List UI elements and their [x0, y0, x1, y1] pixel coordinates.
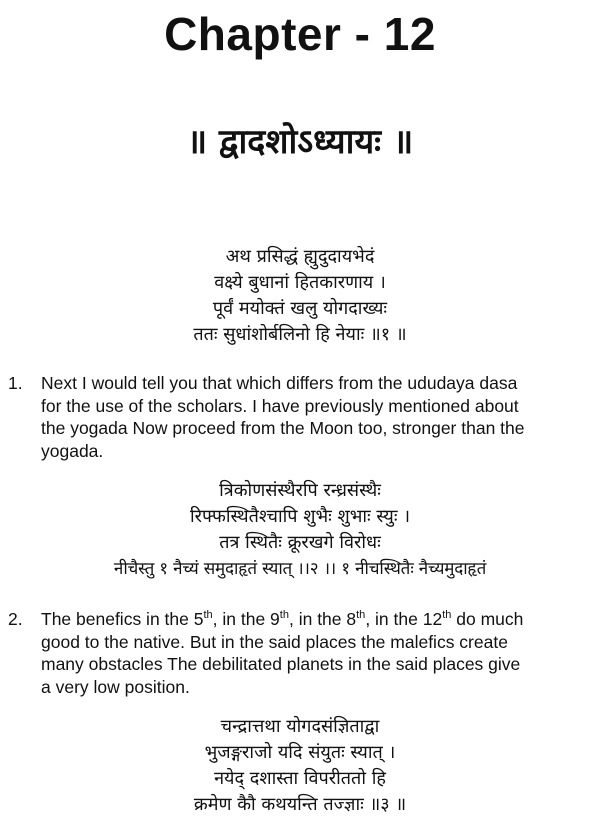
translation-line: a very low position. — [41, 676, 190, 697]
translation-line: yogada. — [41, 440, 104, 461]
translation-text — [41, 608, 597, 698]
ordinal-suffix: th — [356, 609, 366, 622]
text-run: The benefics in the 5 — [41, 609, 204, 629]
translation-line: for the use of the scholars. I have previously mentioned about — [41, 395, 519, 416]
translation-number: 1. — [8, 373, 23, 393]
translation-1 — [8, 372, 594, 464]
sanskrit-chapter-heading: ॥ द्वादशोऽध्यायः ॥ — [186, 122, 414, 162]
sanskrit-verse-1 — [0, 244, 600, 348]
translation-line — [41, 608, 597, 631]
sanskrit-verse-3 — [0, 714, 600, 818]
verse-line: तत्र स्थितैः क्रूरखगे विरोधः — [219, 532, 381, 553]
verse-line: ततः सुधांशोर्बलिनो हि नेयाः ॥१ ॥ — [193, 324, 407, 345]
verse-line: वक्ष्ये बुधानां हितकारणाय । — [214, 272, 386, 293]
translation-number: 2. — [8, 609, 23, 629]
text-run: , in the 9 — [212, 609, 280, 629]
translation-text — [41, 372, 597, 462]
text-run: , in the 8 — [288, 609, 357, 629]
verse-line: नीचैस्तु १ नैच्यं समुदाहृतं स्यात् ।।२ ।। १ नीचस्थितैः नैच्यमुदाहृतं — [113, 559, 487, 579]
verse-line: नयेद् दशास्ता विपरीततो हि — [214, 768, 386, 789]
text-run: do much — [451, 609, 524, 629]
verse-line: अथ प्रसिद्धं ह्युदुदायभेदं — [225, 246, 375, 267]
chapter-title: Chapter - 12 — [164, 8, 436, 60]
verse-line: चन्द्रात्तथा योगदसंज्ञिताद्वा — [220, 716, 380, 737]
text-run: , in the 12 — [365, 609, 443, 629]
verse-line: रिफ्फस्थितैश्चापि शुभैः शुभाः स्युः । — [189, 506, 411, 527]
verse-line: भुजङ्गराजो यदि संयुतः स्यात् । — [204, 742, 396, 763]
translation-line: good to the native. But in the said places the malefics create — [41, 631, 508, 652]
translation-line: many obstacles The debilitated planets in the said places give — [41, 654, 521, 674]
translation-line: the yogada Now proceed from the Moon too, stronger than the — [41, 418, 525, 438]
translation-2 — [8, 608, 594, 700]
sanskrit-verse-2 — [0, 478, 600, 582]
verse-line: त्रिकोणसंस्थैरपि रन्ध्रसंस्थैः — [219, 480, 381, 501]
translation-line: Next I would tell you that which differs from the ududaya dasa — [41, 373, 518, 393]
ordinal-suffix: th — [442, 609, 452, 622]
verse-line: पूर्वं मयोक्तं खलु योगदाख्यः — [212, 298, 388, 319]
verse-line: क्रमेण कैौ कथयन्ति तज्ज्ञाः ॥३ ॥ — [193, 794, 407, 815]
ordinal-suffix: th — [203, 609, 213, 622]
ordinal-suffix: th — [279, 609, 289, 622]
